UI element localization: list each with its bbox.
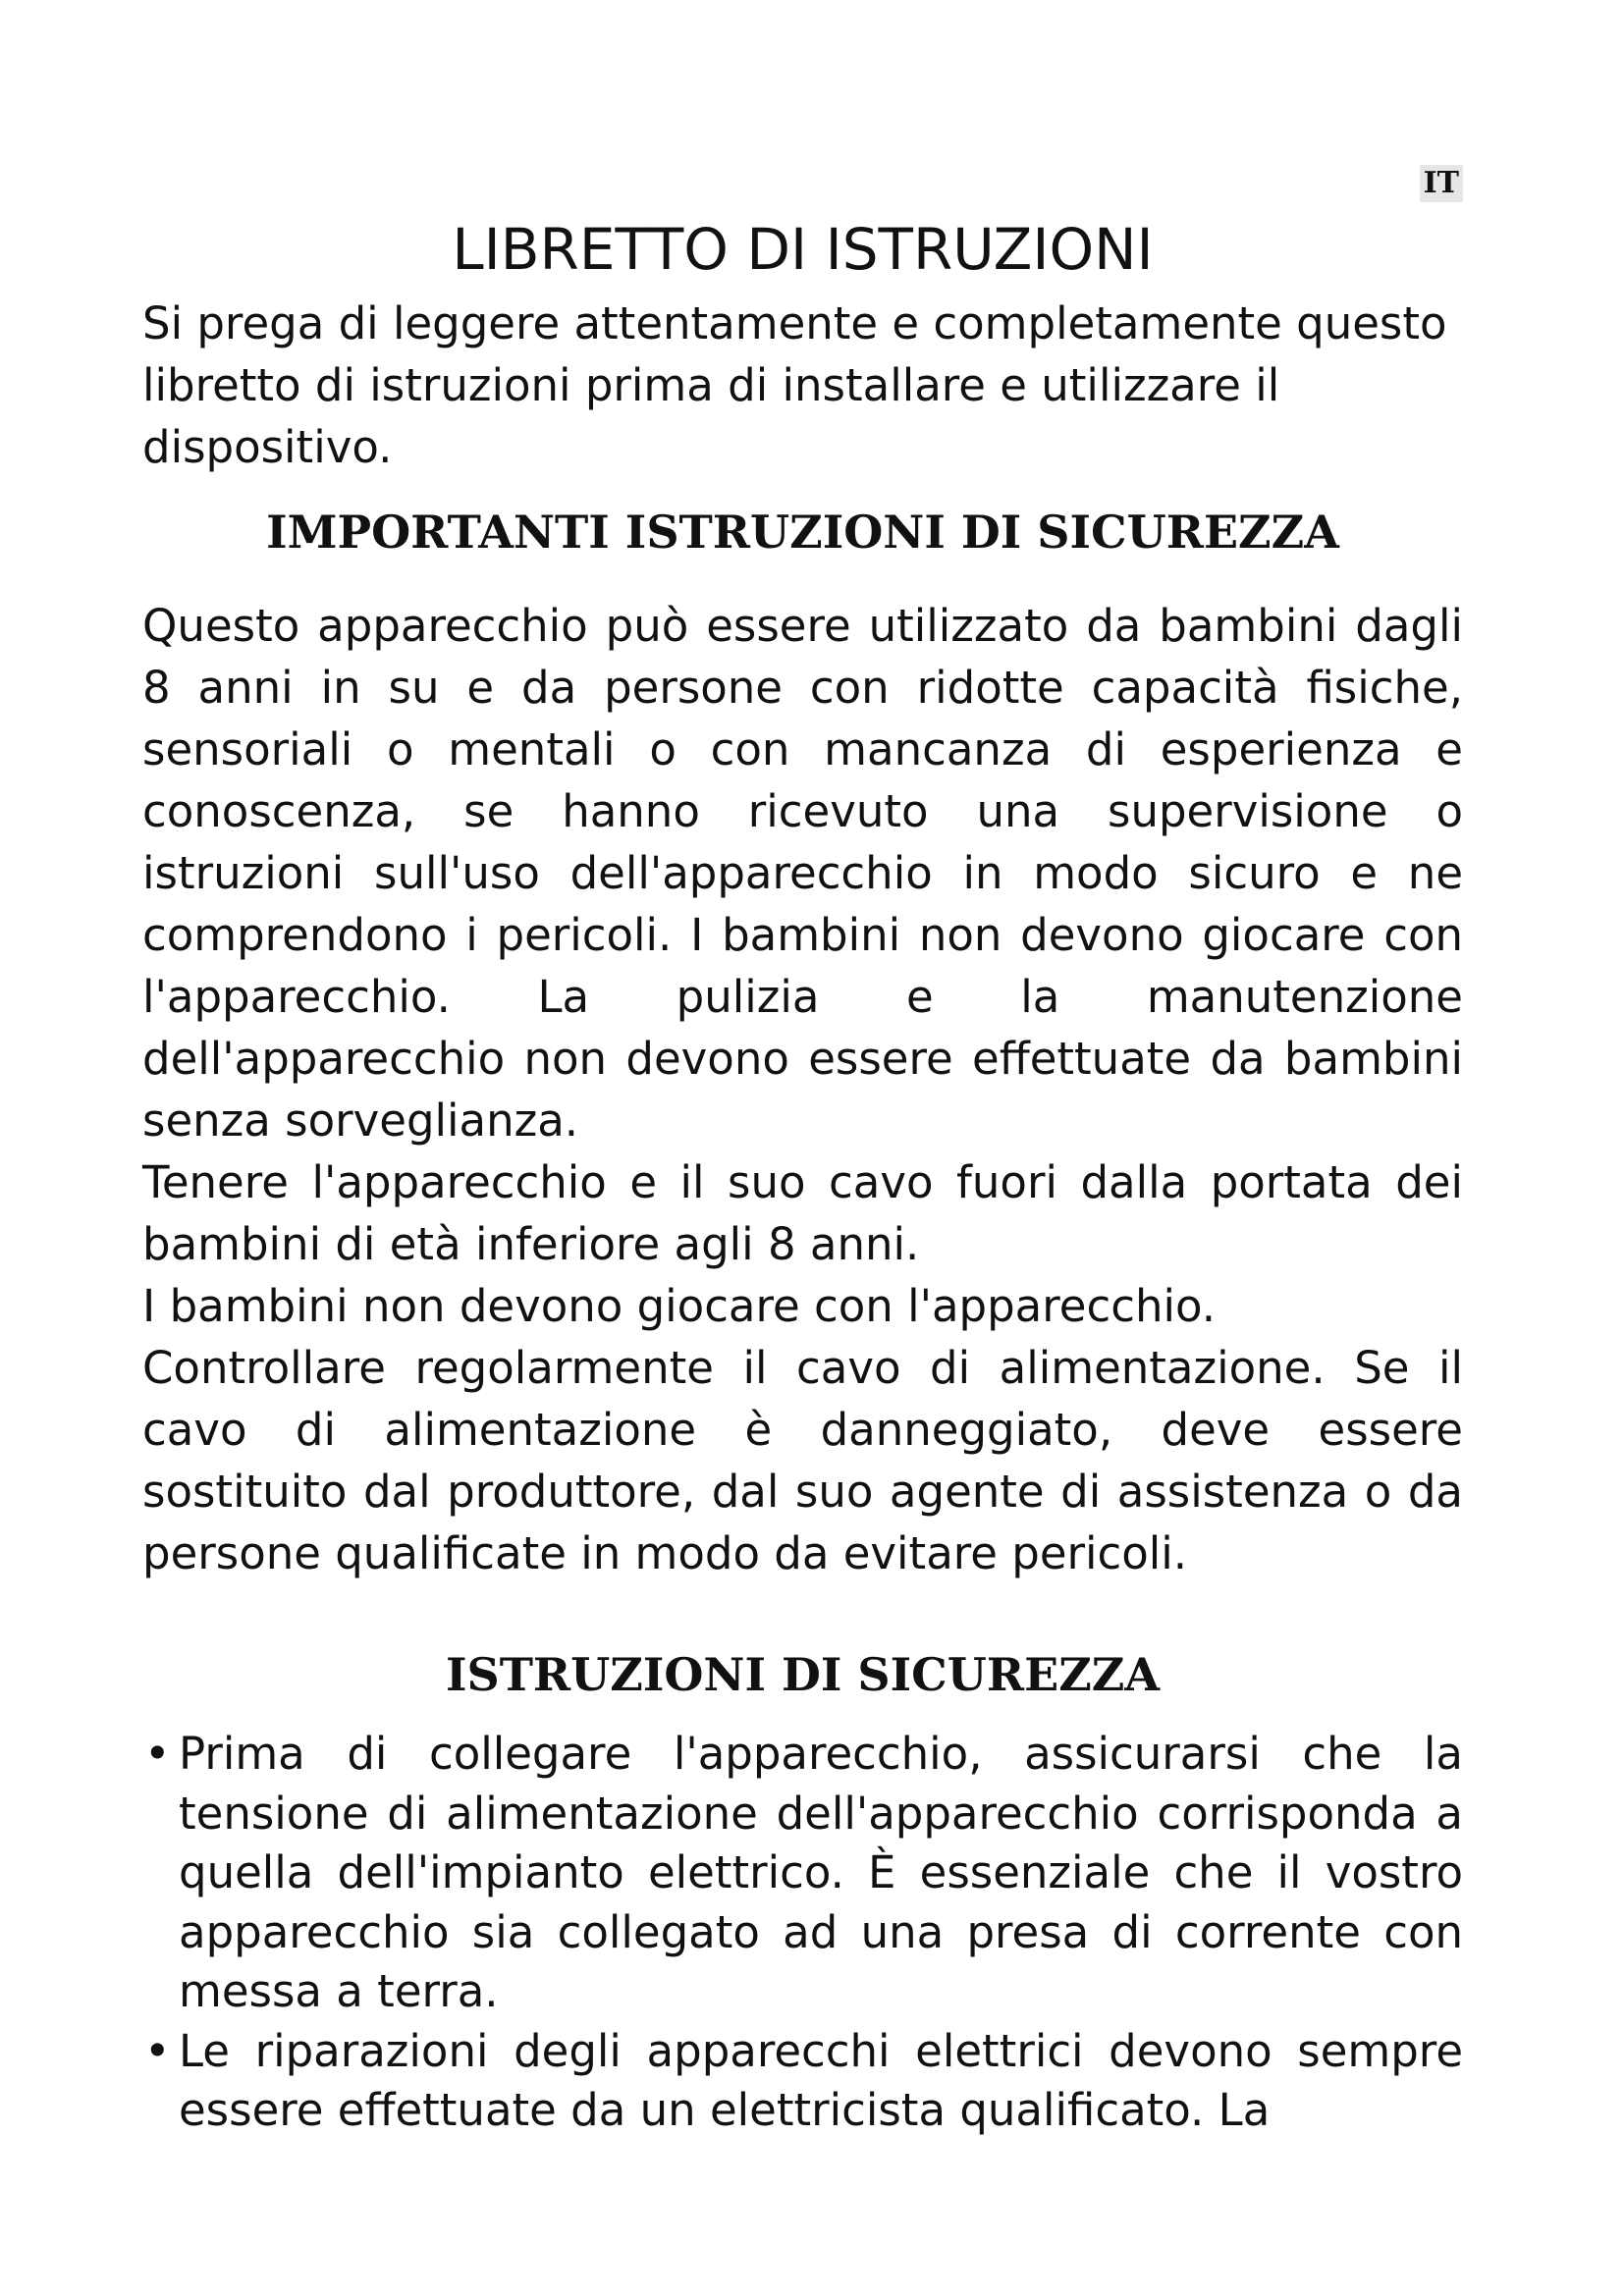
list-item: [142, 1725, 1463, 2022]
bullet-icon: •: [144, 2024, 171, 2077]
document-page: [142, 0, 1463, 2296]
safety-instructions-heading: ISTRUZIONI DI SICUREZZA: [445, 1648, 1161, 1701]
bullet-text: Prima di collegare l'apparecchio, assicurarsi che la tensione di alimentazione dell'apparecchio corrisponda a quella dell'impianto elettrico. È essenziale che il vostro apparecchio sia collegato ad una presa di corrente con messa a terra.: [179, 1728, 1463, 2017]
list-item: [142, 2022, 1463, 2141]
safety-paragraph-children: Questo apparecchio può essere utilizzato da bambini dagli 8 anni in su e da persone con ridotte capacità fisiche, sensoriali o mentali o con mancanza di esperienza e conoscenza, se hanno ricevuto una supervisione o istruzioni sull'uso dell'apparecchio in modo sicuro e ne comprendono i pericoli. I bambini non devono giocare con l'apparecchio. La pulizia e la manutenzione dell'apparecchio non devono essere effettuate da bambini senza sorveglianza.: [142, 600, 1463, 1147]
bullet-icon: •: [144, 1728, 171, 1780]
bullet-text: Le riparazioni degli apparecchi elettrici devono sempre essere effettuate da un elettricista qualificato. La: [179, 2024, 1463, 2136]
safety-paragraph-cable: Controllare regolarmente il cavo di alimentazione. Se il cavo di alimentazione è danneggiato, deve essere sostituito dal produttore, dal suo agente di assistenza o da persone qualificate in modo da evitare pericoli.: [142, 1342, 1463, 1579]
language-badge: IT: [1420, 165, 1463, 202]
safety-bullet-list: [142, 1725, 1463, 2141]
safety-paragraph-reach: Tenere l'apparecchio e il suo cavo fuori dalla portata dei bambini di età inferiore agli 8 anni.: [142, 1156, 1463, 1270]
document-title: LIBRETTO DI ISTRUZIONI: [452, 216, 1154, 283]
important-safety-heading: IMPORTANTI ISTRUZIONI DI SICUREZZA: [266, 506, 1339, 559]
safety-paragraph-play: I bambini non devono giocare con l'apparecchio.: [142, 1280, 1217, 1332]
intro-paragraph: Si prega di leggere attentamente e completamente questo libretto di istruzioni prima di installare e utilizzare il dispositivo.: [142, 297, 1447, 473]
